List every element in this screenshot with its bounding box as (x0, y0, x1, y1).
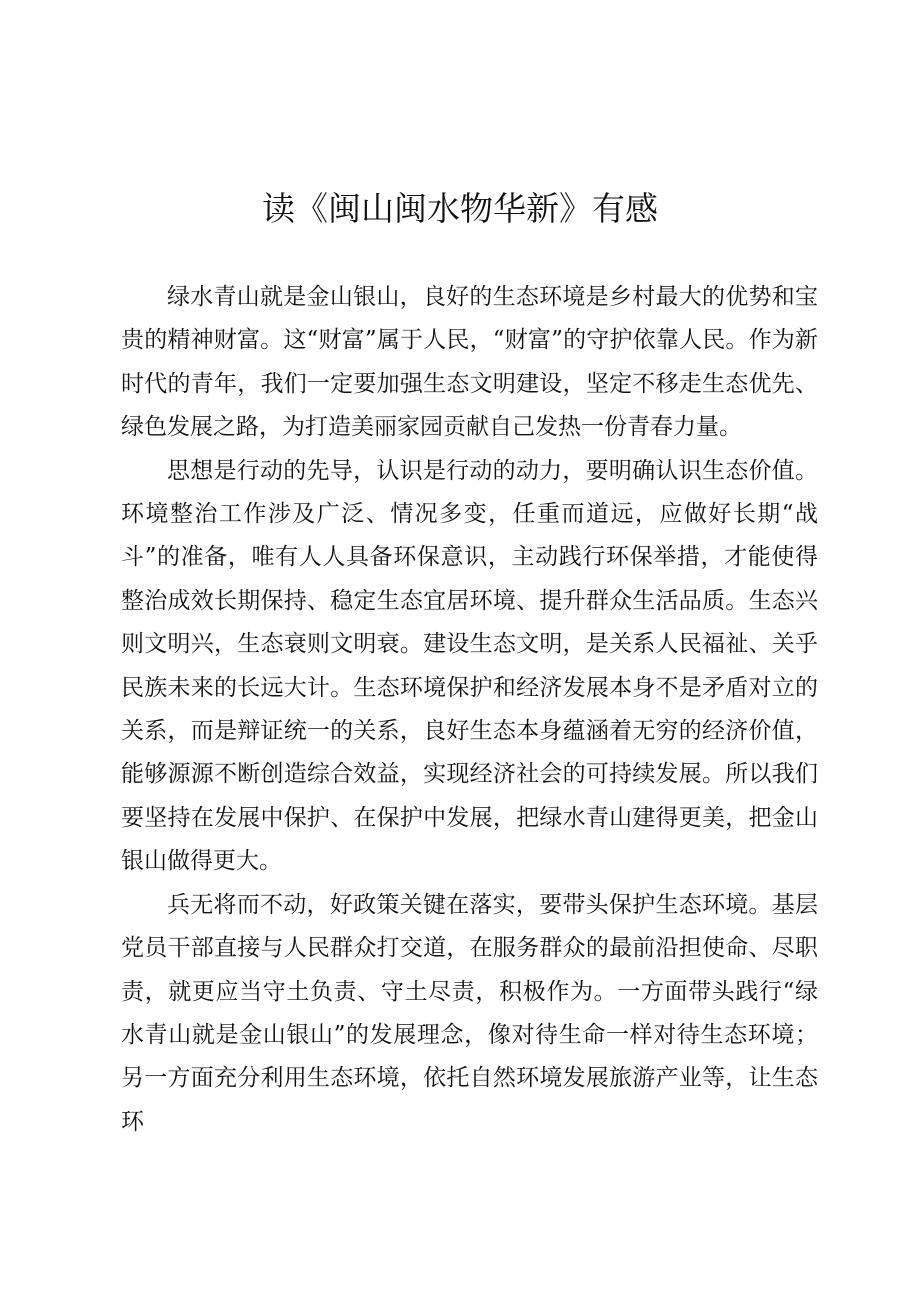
document-body (121, 276, 818, 1144)
document-title: 读《闽山闽水物华新》有感 (262, 189, 658, 228)
paragraph: 思想是行动的先导，认识是行动的动力，要明确认识生态价值。环境整治工作涉及广泛、情况多变，任重而道远，应做好长期“战斗”的准备，唯有人人具备环保意识，主动践行环保举措，才能使得整治成效长期保持、稳定生态宜居环境、提升群众生活品质。生态兴则文明兴，生态衰则文明衰。建设生态文明，是关系人民福祉、关乎民族未来的长远大计。生态环境保护和经济发展本身不是矛盾对立的关系，而是辩证统一的关系，良好生态本身蕴涵着无穷的经济价值，能够源源不断创造综合效益，实现经济社会的可持续发展。所以我们要坚持在发展中保护、在保护中发展，把绿水青山建得更美，把金山银山做得更大。 (121, 457, 818, 875)
paragraph: 兵无将而不动，好政策关键在落实，要带头保护生态环境。基层党员干部直接与人民群众打交道，在服务群众的最前沿担使命、尽职责，就更应当守土负责、守土尽责，积极作为。一方面带头践行“绿水青山就是金山银山”的发展理念，像对待生命一样对待生态环境；另一方面充分利用生态环境，依托自然环境发展旅游产业等，让生态环 (121, 891, 818, 1135)
paragraph: 绿水青山就是金山银山，良好的生态环境是乡村最大的优势和宝贵的精神财富。这“财富”属于人民，“财富”的守护依靠人民。作为新时代的青年，我们一定要加强生态文明建设，坚定不移走生态优先、绿色发展之路，为打造美丽家园贡献自己发热一份青春力量。 (121, 284, 818, 441)
